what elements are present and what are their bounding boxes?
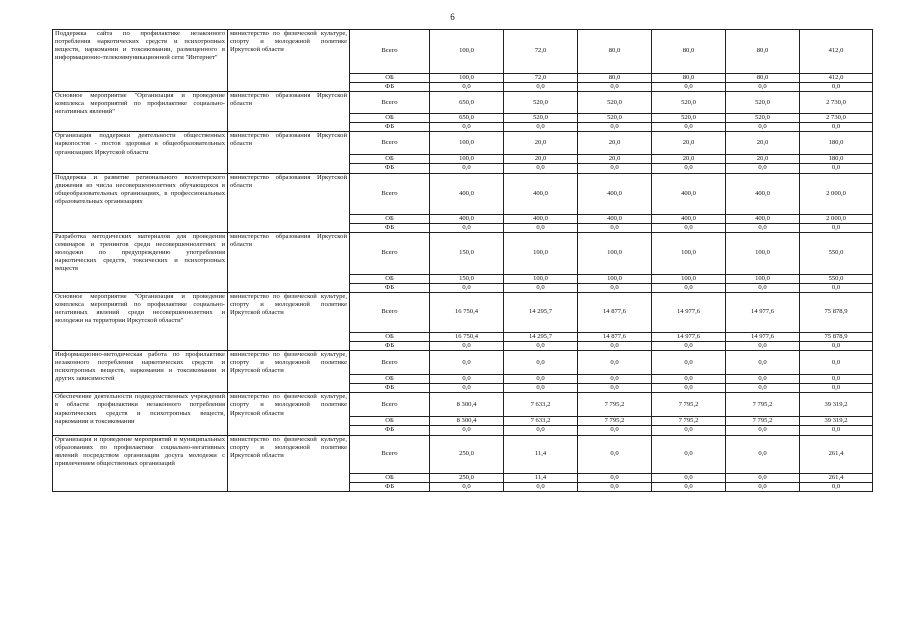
executor-cell: министерство по физической культуре, спорту и молодежной политике Иркутской области bbox=[228, 30, 350, 92]
funding-source-cell: ОБ bbox=[350, 274, 430, 283]
funding-source-cell: Всего bbox=[350, 173, 430, 214]
executor-cell: министерство по физической культуре, спорту и молодежной политике Иркутской области bbox=[228, 435, 350, 491]
executor-cell: министерство по физической культуре, спорту и молодежной политике Иркутской области bbox=[228, 351, 350, 393]
year-amount-cell: 0,0 bbox=[652, 426, 726, 435]
total-sum-cell: 412,0 bbox=[800, 74, 873, 83]
year-amount-cell: 16 750,4 bbox=[430, 332, 504, 341]
executor-cell: министерство образования Иркутской области bbox=[228, 132, 350, 173]
year-amount-cell: 0,0 bbox=[578, 384, 652, 393]
year-amount-cell: 0,0 bbox=[652, 375, 726, 384]
total-sum-cell: 2 000,0 bbox=[800, 214, 873, 223]
table-row bbox=[53, 351, 873, 375]
year-amount-cell: 8 300,4 bbox=[430, 417, 504, 426]
year-amount-cell: 520,0 bbox=[726, 92, 800, 114]
year-amount-cell: 72,0 bbox=[504, 74, 578, 83]
year-amount-cell: 0,0 bbox=[726, 473, 800, 482]
year-amount-cell: 80,0 bbox=[652, 30, 726, 74]
funding-source-cell: Всего bbox=[350, 232, 430, 274]
table-row bbox=[53, 393, 873, 417]
funding-source-cell: ОБ bbox=[350, 375, 430, 384]
year-amount-cell: 11,4 bbox=[504, 473, 578, 482]
year-amount-cell: 20,0 bbox=[652, 132, 726, 155]
year-amount-cell: 0,0 bbox=[430, 384, 504, 393]
funding-source-cell: ФБ bbox=[350, 223, 430, 232]
year-amount-cell: 0,0 bbox=[578, 283, 652, 292]
total-sum-cell: 39 319,2 bbox=[800, 393, 873, 417]
year-amount-cell: 0,0 bbox=[652, 283, 726, 292]
year-amount-cell: 0,0 bbox=[726, 482, 800, 491]
year-amount-cell: 14 295,7 bbox=[504, 332, 578, 341]
funding-source-cell: Всего bbox=[350, 30, 430, 74]
year-amount-cell: 520,0 bbox=[504, 114, 578, 123]
year-amount-cell: 0,0 bbox=[726, 351, 800, 375]
budget-table bbox=[52, 29, 873, 492]
executor-cell: министерство по физической культуре, спорту и молодежной политике Иркутской области bbox=[228, 292, 350, 350]
year-amount-cell: 7 795,2 bbox=[652, 393, 726, 417]
year-amount-cell: 0,0 bbox=[430, 342, 504, 351]
total-sum-cell: 2 730,0 bbox=[800, 114, 873, 123]
year-amount-cell: 0,0 bbox=[726, 83, 800, 92]
year-amount-cell: 100,0 bbox=[430, 30, 504, 74]
year-amount-cell: 20,0 bbox=[504, 132, 578, 155]
year-amount-cell: 400,0 bbox=[652, 214, 726, 223]
year-amount-cell: 0,0 bbox=[652, 435, 726, 473]
year-amount-cell: 14 877,6 bbox=[578, 292, 652, 332]
year-amount-cell: 400,0 bbox=[578, 173, 652, 214]
funding-source-cell: ФБ bbox=[350, 342, 430, 351]
year-amount-cell: 400,0 bbox=[578, 214, 652, 223]
measure-name-cell: Основное мероприятие "Организация и проведение комплекса мероприятий по профилактике социально-негативных явлений среди несовершеннолетних и молодежи на территории Иркутской области" bbox=[53, 292, 228, 350]
year-amount-cell: 0,0 bbox=[504, 83, 578, 92]
total-sum-cell: 39 319,2 bbox=[800, 417, 873, 426]
year-amount-cell: 16 750,4 bbox=[430, 292, 504, 332]
total-sum-cell: 75 878,9 bbox=[800, 292, 873, 332]
year-amount-cell: 0,0 bbox=[652, 83, 726, 92]
year-amount-cell: 0,0 bbox=[726, 435, 800, 473]
total-sum-cell: 0,0 bbox=[800, 83, 873, 92]
year-amount-cell: 100,0 bbox=[578, 274, 652, 283]
year-amount-cell: 0,0 bbox=[504, 351, 578, 375]
total-sum-cell: 0,0 bbox=[800, 351, 873, 375]
year-amount-cell: 0,0 bbox=[430, 83, 504, 92]
funding-source-cell: ОБ bbox=[350, 417, 430, 426]
table-row bbox=[53, 435, 873, 473]
funding-source-cell: Всего bbox=[350, 92, 430, 114]
year-amount-cell: 14 295,7 bbox=[504, 292, 578, 332]
executor-cell: министерство образования Иркутской области bbox=[228, 92, 350, 132]
year-amount-cell: 0,0 bbox=[726, 426, 800, 435]
year-amount-cell: 80,0 bbox=[578, 74, 652, 83]
funding-source-cell: ОБ bbox=[350, 74, 430, 83]
total-sum-cell: 0,0 bbox=[800, 375, 873, 384]
year-amount-cell: 150,0 bbox=[430, 232, 504, 274]
year-amount-cell: 0,0 bbox=[504, 223, 578, 232]
total-sum-cell: 180,0 bbox=[800, 155, 873, 164]
year-amount-cell: 20,0 bbox=[578, 132, 652, 155]
year-amount-cell: 0,0 bbox=[652, 473, 726, 482]
year-amount-cell: 0,0 bbox=[430, 164, 504, 173]
year-amount-cell: 80,0 bbox=[578, 30, 652, 74]
measure-name-cell: Обеспечение деятельности подведомственных учреждений в области профилактики незаконного потребления наркотических средств и психотропных веществ, наркомании и токсикомании bbox=[53, 393, 228, 435]
year-amount-cell: 0,0 bbox=[430, 223, 504, 232]
year-amount-cell: 0,0 bbox=[578, 473, 652, 482]
year-amount-cell: 72,0 bbox=[504, 30, 578, 74]
year-amount-cell: 520,0 bbox=[652, 114, 726, 123]
funding-source-cell: Всего bbox=[350, 132, 430, 155]
total-sum-cell: 0,0 bbox=[800, 482, 873, 491]
funding-source-cell: ОБ bbox=[350, 214, 430, 223]
total-sum-cell: 261,4 bbox=[800, 473, 873, 482]
year-amount-cell: 20,0 bbox=[726, 132, 800, 155]
year-amount-cell: 20,0 bbox=[578, 155, 652, 164]
year-amount-cell: 520,0 bbox=[652, 92, 726, 114]
total-sum-cell: 2 730,0 bbox=[800, 92, 873, 114]
total-sum-cell: 0,0 bbox=[800, 342, 873, 351]
year-amount-cell: 400,0 bbox=[652, 173, 726, 214]
year-amount-cell: 0,0 bbox=[726, 164, 800, 173]
funding-source-cell: ФБ bbox=[350, 123, 430, 132]
year-amount-cell: 0,0 bbox=[504, 482, 578, 491]
funding-source-cell: ФБ bbox=[350, 83, 430, 92]
executor-cell: министерство образования Иркутской области bbox=[228, 232, 350, 292]
funding-source-cell: ОБ bbox=[350, 114, 430, 123]
year-amount-cell: 0,0 bbox=[504, 375, 578, 384]
total-sum-cell: 0,0 bbox=[800, 283, 873, 292]
year-amount-cell: 7 795,2 bbox=[578, 393, 652, 417]
year-amount-cell: 0,0 bbox=[504, 123, 578, 132]
year-amount-cell: 0,0 bbox=[578, 83, 652, 92]
year-amount-cell: 7 795,2 bbox=[726, 417, 800, 426]
year-amount-cell: 400,0 bbox=[430, 214, 504, 223]
year-amount-cell: 100,0 bbox=[504, 232, 578, 274]
year-amount-cell: 0,0 bbox=[578, 435, 652, 473]
year-amount-cell: 520,0 bbox=[726, 114, 800, 123]
year-amount-cell: 0,0 bbox=[652, 123, 726, 132]
table-row bbox=[53, 232, 873, 274]
total-sum-cell: 0,0 bbox=[800, 164, 873, 173]
funding-source-cell: ФБ bbox=[350, 283, 430, 292]
table-row bbox=[53, 173, 873, 214]
measure-name-cell: Информационно-методическая работа по профилактике незаконного потребления наркотических средств и психотропных веществ, наркомании и токсикомании и других зависимостей bbox=[53, 351, 228, 393]
year-amount-cell: 11,4 bbox=[504, 435, 578, 473]
year-amount-cell: 100,0 bbox=[430, 155, 504, 164]
year-amount-cell: 0,0 bbox=[652, 351, 726, 375]
year-amount-cell: 0,0 bbox=[652, 164, 726, 173]
funding-source-cell: Всего bbox=[350, 435, 430, 473]
year-amount-cell: 80,0 bbox=[726, 30, 800, 74]
budget-table-wrapper bbox=[52, 29, 872, 492]
year-amount-cell: 0,0 bbox=[504, 384, 578, 393]
measure-name-cell: Основное мероприятие "Организация и проведение комплекса мероприятий по профилактике социально-негативных явлений" bbox=[53, 92, 228, 132]
total-sum-cell: 0,0 bbox=[800, 223, 873, 232]
year-amount-cell: 0,0 bbox=[430, 123, 504, 132]
year-amount-cell: 520,0 bbox=[578, 92, 652, 114]
year-amount-cell: 7 633,2 bbox=[504, 393, 578, 417]
year-amount-cell: 0,0 bbox=[430, 426, 504, 435]
executor-cell: министерство образования Иркутской области bbox=[228, 173, 350, 232]
year-amount-cell: 0,0 bbox=[726, 375, 800, 384]
year-amount-cell: 14 977,6 bbox=[726, 332, 800, 341]
year-amount-cell: 0,0 bbox=[430, 375, 504, 384]
year-amount-cell: 250,0 bbox=[430, 435, 504, 473]
funding-source-cell: ОБ bbox=[350, 332, 430, 341]
table-row bbox=[53, 30, 873, 74]
funding-source-cell: Всего bbox=[350, 393, 430, 417]
year-amount-cell: 100,0 bbox=[652, 232, 726, 274]
year-amount-cell: 80,0 bbox=[726, 74, 800, 83]
year-amount-cell: 14 877,6 bbox=[578, 332, 652, 341]
year-amount-cell: 520,0 bbox=[504, 92, 578, 114]
year-amount-cell: 8 300,4 bbox=[430, 393, 504, 417]
year-amount-cell: 0,0 bbox=[578, 123, 652, 132]
measure-name-cell: Организация поддержки деятельности общественных наркопостов - постов здоровья в общеобразовательных организациях Иркутской области bbox=[53, 132, 228, 173]
total-sum-cell: 2 000,0 bbox=[800, 173, 873, 214]
year-amount-cell: 0,0 bbox=[430, 351, 504, 375]
table-row bbox=[53, 92, 873, 114]
year-amount-cell: 14 977,6 bbox=[652, 292, 726, 332]
funding-source-cell: ФБ bbox=[350, 482, 430, 491]
funding-source-cell: ФБ bbox=[350, 384, 430, 393]
year-amount-cell: 400,0 bbox=[726, 173, 800, 214]
year-amount-cell: 0,0 bbox=[578, 351, 652, 375]
table-row bbox=[53, 132, 873, 155]
total-sum-cell: 550,0 bbox=[800, 232, 873, 274]
year-amount-cell: 0,0 bbox=[578, 375, 652, 384]
year-amount-cell: 20,0 bbox=[652, 155, 726, 164]
year-amount-cell: 0,0 bbox=[652, 384, 726, 393]
measure-name-cell: Поддержка и развитие регионального волонтерского движения из числа несовершеннолетних обучающихся в общеобразовательных организациях, в профессиональных образовательных организациях bbox=[53, 173, 228, 232]
year-amount-cell: 0,0 bbox=[652, 342, 726, 351]
measure-name-cell: Поддержка сайта по профилактике незаконного потребления наркотических средств и психотропных веществ, наркомании и токсикомании, размещенного в информационно-телекоммуникационной сети "Интернет" bbox=[53, 30, 228, 92]
funding-source-cell: ОБ bbox=[350, 155, 430, 164]
page-number: 6 bbox=[450, 12, 455, 22]
funding-source-cell: Всего bbox=[350, 351, 430, 375]
year-amount-cell: 0,0 bbox=[578, 164, 652, 173]
funding-source-cell: Всего bbox=[350, 292, 430, 332]
year-amount-cell: 0,0 bbox=[578, 482, 652, 491]
year-amount-cell: 150,0 bbox=[430, 274, 504, 283]
total-sum-cell: 0,0 bbox=[800, 123, 873, 132]
year-amount-cell: 0,0 bbox=[726, 384, 800, 393]
year-amount-cell: 0,0 bbox=[578, 342, 652, 351]
year-amount-cell: 400,0 bbox=[726, 214, 800, 223]
year-amount-cell: 100,0 bbox=[726, 274, 800, 283]
year-amount-cell: 0,0 bbox=[430, 482, 504, 491]
year-amount-cell: 650,0 bbox=[430, 114, 504, 123]
year-amount-cell: 0,0 bbox=[652, 482, 726, 491]
year-amount-cell: 0,0 bbox=[504, 342, 578, 351]
year-amount-cell: 100,0 bbox=[578, 232, 652, 274]
year-amount-cell: 7 795,2 bbox=[726, 393, 800, 417]
year-amount-cell: 80,0 bbox=[652, 74, 726, 83]
year-amount-cell: 20,0 bbox=[504, 155, 578, 164]
year-amount-cell: 0,0 bbox=[430, 283, 504, 292]
year-amount-cell: 20,0 bbox=[726, 155, 800, 164]
executor-cell: министерство по физической культуре, спорту и молодежной политике Иркутской области bbox=[228, 393, 350, 435]
year-amount-cell: 0,0 bbox=[726, 123, 800, 132]
total-sum-cell: 0,0 bbox=[800, 426, 873, 435]
measure-name-cell: Разработка методических материалов для проведения семинаров и тренингов среди несовершеннолетних и молодежи по предупреждению употребления наркотических средств, токсических и психотропных веществ bbox=[53, 232, 228, 292]
total-sum-cell: 75 878,9 bbox=[800, 332, 873, 341]
year-amount-cell: 100,0 bbox=[504, 274, 578, 283]
measure-name-cell: Организация и проведение мероприятий в муниципальных образованиях по профилактике социально-негативных явлений посредством организации досуга молодежи с привлечением общественных организаций bbox=[53, 435, 228, 491]
year-amount-cell: 0,0 bbox=[726, 283, 800, 292]
year-amount-cell: 650,0 bbox=[430, 92, 504, 114]
year-amount-cell: 400,0 bbox=[430, 173, 504, 214]
year-amount-cell: 7 633,2 bbox=[504, 417, 578, 426]
total-sum-cell: 0,0 bbox=[800, 384, 873, 393]
year-amount-cell: 100,0 bbox=[652, 274, 726, 283]
year-amount-cell: 0,0 bbox=[652, 223, 726, 232]
year-amount-cell: 14 977,6 bbox=[726, 292, 800, 332]
year-amount-cell: 100,0 bbox=[430, 132, 504, 155]
year-amount-cell: 0,0 bbox=[578, 426, 652, 435]
funding-source-cell: ФБ bbox=[350, 164, 430, 173]
table-row bbox=[53, 292, 873, 332]
total-sum-cell: 180,0 bbox=[800, 132, 873, 155]
year-amount-cell: 14 977,6 bbox=[652, 332, 726, 341]
year-amount-cell: 0,0 bbox=[726, 342, 800, 351]
year-amount-cell: 0,0 bbox=[578, 223, 652, 232]
year-amount-cell: 100,0 bbox=[726, 232, 800, 274]
table-body bbox=[53, 30, 873, 492]
year-amount-cell: 7 795,2 bbox=[652, 417, 726, 426]
total-sum-cell: 261,4 bbox=[800, 435, 873, 473]
year-amount-cell: 0,0 bbox=[726, 223, 800, 232]
year-amount-cell: 400,0 bbox=[504, 173, 578, 214]
funding-source-cell: ОБ bbox=[350, 473, 430, 482]
year-amount-cell: 7 795,2 bbox=[578, 417, 652, 426]
year-amount-cell: 100,0 bbox=[430, 74, 504, 83]
funding-source-cell: ФБ bbox=[350, 426, 430, 435]
year-amount-cell: 520,0 bbox=[578, 114, 652, 123]
year-amount-cell: 400,0 bbox=[504, 214, 578, 223]
year-amount-cell: 250,0 bbox=[430, 473, 504, 482]
year-amount-cell: 0,0 bbox=[504, 164, 578, 173]
year-amount-cell: 0,0 bbox=[504, 426, 578, 435]
total-sum-cell: 412,0 bbox=[800, 30, 873, 74]
year-amount-cell: 0,0 bbox=[504, 283, 578, 292]
total-sum-cell: 550,0 bbox=[800, 274, 873, 283]
